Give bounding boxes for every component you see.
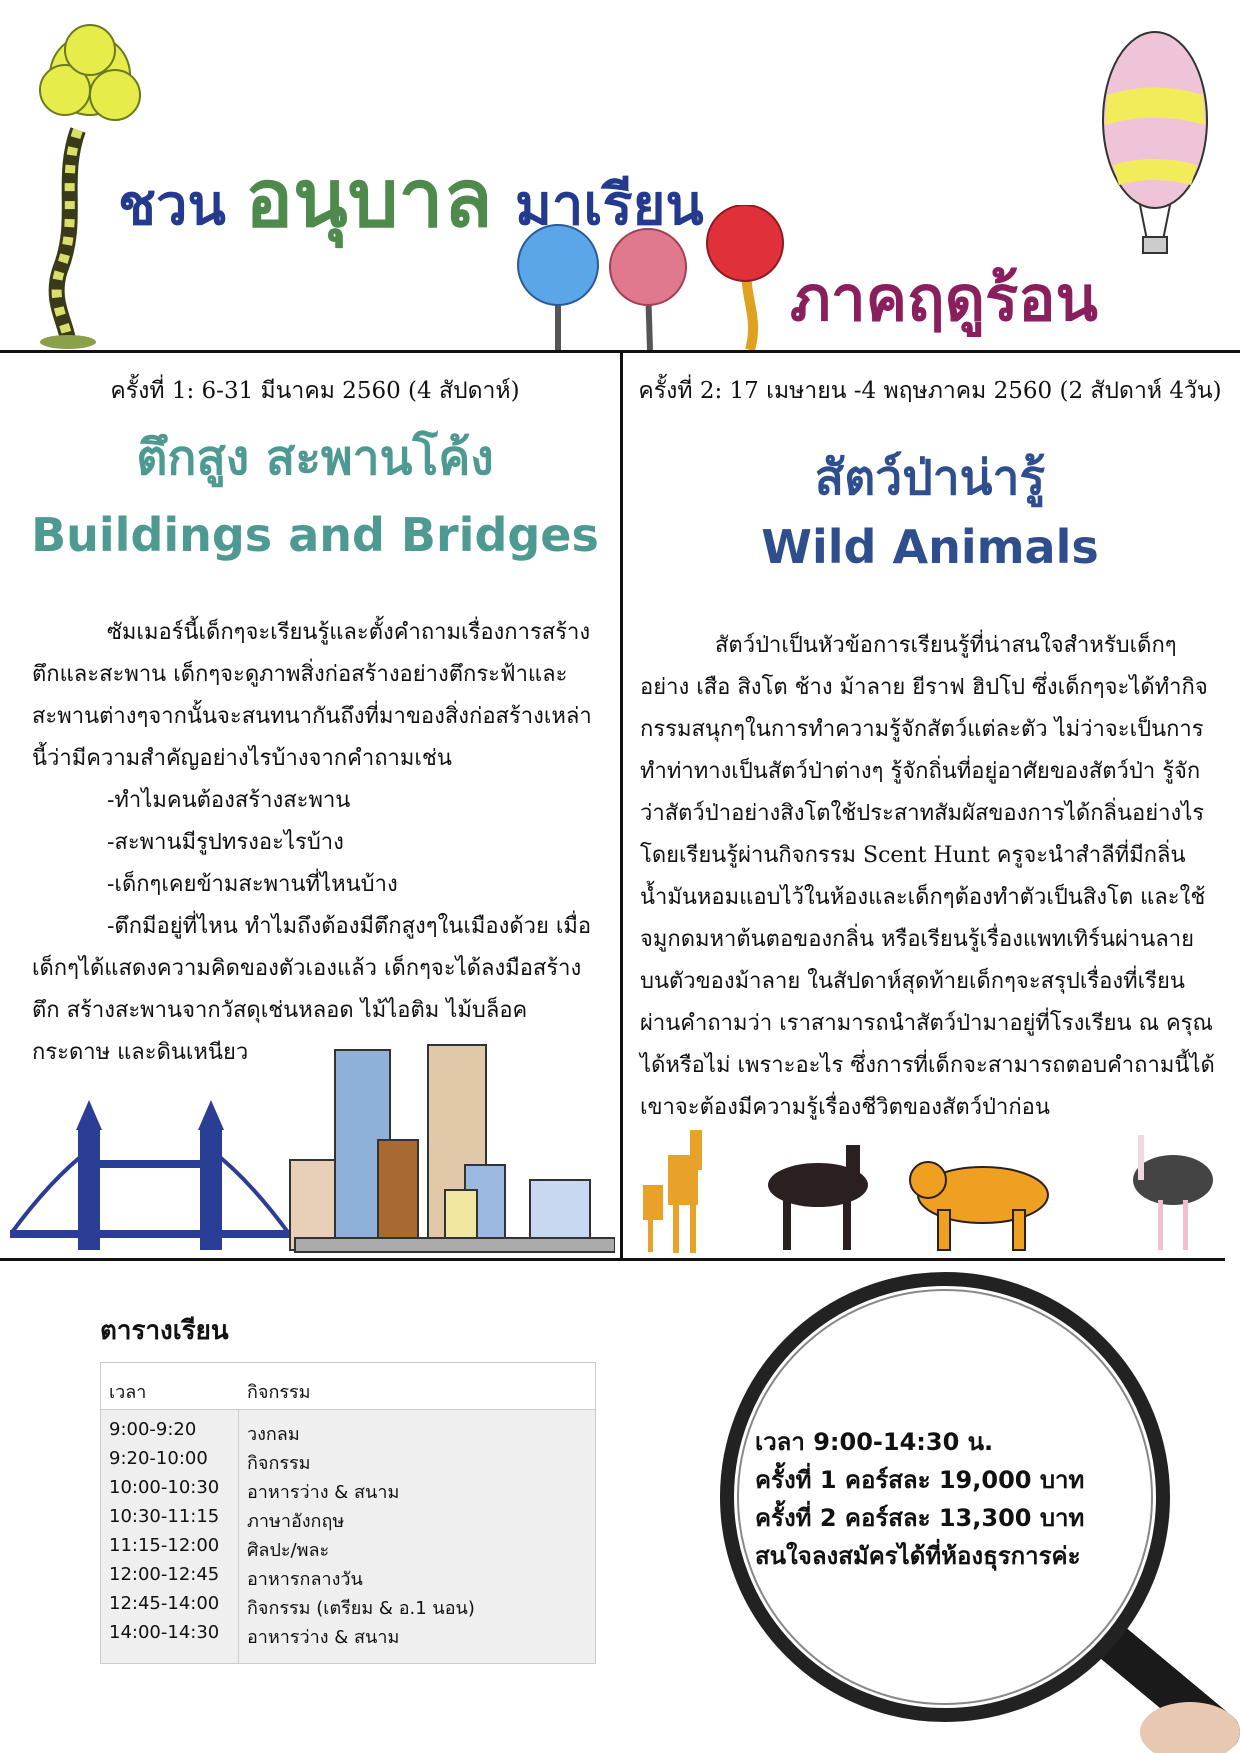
schedule-heading: ตารางเรียน <box>100 1316 229 1346</box>
table-row <box>101 1564 595 1593</box>
table-cell-activity: อาหารกลางวัน <box>247 1569 363 1590</box>
schedule-table <box>100 1362 596 1664</box>
title-part-invite: ชวน <box>118 173 226 238</box>
table-cell-time: 9:20-10:00 <box>109 1448 208 1469</box>
session1-date: ครั้งที่ 1: 6-31 มีนาคม 2560 (4 สัปดาห์) <box>110 378 520 404</box>
title-summer-term: ภาคฤดูร้อน <box>790 262 1098 335</box>
session2-date: ครั้งที่ 2: 17 เมษายน -4 พฤษภาคม 2560 (2 สัปดาห์ 4วัน) <box>638 378 1222 404</box>
session1-title-th: ตึกสูง สะพานโค้ง <box>136 430 494 486</box>
session1-title-en: Buildings and Bridges <box>31 508 599 562</box>
table-cell-time: 9:00-9:20 <box>109 1419 197 1440</box>
table-row <box>101 1448 595 1477</box>
session1-question: -ทำไมคนต้องสร้างสะพาน <box>107 788 351 813</box>
table-cell-activity: กิจกรรม (เตรียม & อ.1 นอน) <box>247 1598 475 1619</box>
session2-paragraph: สัตว์ป่าเป็นหัวข้อการเรียนรู้ที่น่าสนใจสำหรับเด็กๆ อย่าง เสือ สิงโต ช้าง ม้าลาย ยีราฟ ฮิปโป ซึ่งเด็กๆจะได้ทำกิจกรรมสนุกๆในการทำความรู้จักสัตว์แต่ละตัว ไม่ว่าจะเป็นการทำท่าทางเป็นสัตว์ป่าต่างๆ รู้จักถิ่นที่อยู่อาศัยของสัตว์ป่า รู้จักว่าสัตว์ป่าอย่างสิงโตใช้ประสาทสัมผัสของการได้กลิ่นอย่างไร โดยเรียนรู้ผ่านกิจกรรม Scent Hunt ครูจะนำสำลีที่มีกลิ่นน้ำมันหอมแอบไว้ในห้องและเด็กๆต้องทำตัวเป็นสิงโต และใช้จมูกดมหาต้นตอของกลิ่น หรือเรียนรู้เรื่องแพทเทิร์นผ่านลายบนตัวของม้าลาย ในสัปดาห์สุดท้ายเด็กๆจะสรุปเรื่องที่เรียนผ่านคำถามว่า เราสามารถนำสัตว์ป่ามาอยู่ที่โรงเรียน ณ ครุณ ได้หรือไม่ เพราะอะไร ซึ่งการที่เด็กจะสามารถตอบคำถามนี้ได้ เขาจะต้องมีความรู้เรื่องชีวิตของสัตว์ป่าก่อน <box>640 633 1215 1120</box>
table-row <box>101 1506 595 1535</box>
hot-air-balloon-illustration <box>1095 25 1215 265</box>
course-info <box>755 1422 1145 1574</box>
table-cell-activity: อาหารว่าง & สนาม <box>247 1627 400 1648</box>
table-header-activity: กิจกรรม <box>247 1382 311 1403</box>
table-cell-time: 10:00-10:30 <box>109 1477 220 1498</box>
table-cell-activity: ศิลปะ/พละ <box>247 1540 330 1561</box>
info-price-session1: ครั้งที่ 1 คอร์สละ 19,000 บาท <box>755 1466 1085 1494</box>
session1-question: -สะพานมีรูปทรงอะไรบ้าง <box>107 830 344 855</box>
session1-paragraph2: -ตึกมีอยู่ที่ไหน ทำไมถึงต้องมีตึกสูงๆในเมืองด้วย เมื่อเด็กๆได้แสดงความคิดของตัวเองแล้ว เด็กๆจะได้ลงมือสร้างตึก สร้างสะพานจากวัสดุเช่นหลอด ไม้ไอติม ไม้บล็อค กระดาษ และดินเหนียว <box>32 914 592 1065</box>
session2-description <box>640 625 1218 1129</box>
session1-question: -เด็กๆเคยข้ามสะพานที่ไหนบ้าง <box>107 872 398 897</box>
table-cell-activity: กิจกรรม <box>247 1453 311 1474</box>
title-part-kindergarten: อนุบาล <box>245 152 493 245</box>
table-cell-time: 10:30-11:15 <box>109 1506 220 1527</box>
table-row <box>101 1477 595 1506</box>
table-cell-activity: อาหารว่าง & สนาม <box>247 1482 400 1503</box>
table-header-row <box>101 1363 595 1410</box>
session1-description <box>32 612 602 1074</box>
title-part-come-learn: มาเรียน <box>515 173 704 238</box>
info-contact: สนใจลงสมัครได้ที่ห้องธุรการค่ะ <box>755 1542 1081 1570</box>
table-row <box>101 1622 595 1651</box>
wild-animals-illustration <box>628 1125 1223 1255</box>
table-cell-time: 12:45-14:00 <box>109 1593 220 1614</box>
content-divider <box>0 1258 1225 1261</box>
table-row <box>101 1593 595 1622</box>
info-price-session2: ครั้งที่ 2 คอร์สละ 13,300 บาท <box>755 1504 1085 1532</box>
info-time: เวลา 9:00-14:30 น. <box>755 1428 994 1456</box>
table-cell-time: 11:15-12:00 <box>109 1535 220 1556</box>
table-cell-time: 14:00-14:30 <box>109 1622 220 1643</box>
table-cell-activity: วงกลม <box>247 1424 300 1445</box>
column-divider <box>620 350 623 1260</box>
table-row <box>101 1419 595 1448</box>
table-cell-time: 12:00-12:45 <box>109 1564 220 1585</box>
table-row <box>101 1535 595 1564</box>
table-header-time: เวลา <box>109 1382 147 1403</box>
session1-paragraph: ซัมเมอร์นี้เด็กๆจะเรียนรู้และตั้งคำถามเรื่องการสร้างตึกและสะพาน เด็กๆจะดูภาพสิ่งก่อสร้างอย่างตึกระฟ้าและสะพานต่างๆจากนั้นจะสนทนากันถึงที่มาของสิ่งก่อสร้างเหล่านี้ว่ามีความสำคัญอย่างไรบ้างจากคำถามเช่น <box>32 620 592 771</box>
session2-title-th: สัตว์ป่าน่ารู้ <box>814 450 1046 506</box>
session2-title-en: Wild Animals <box>761 520 1099 574</box>
bridge-and-buildings-illustration <box>10 1030 615 1255</box>
table-cell-activity: ภาษาอังกฤษ <box>247 1511 345 1532</box>
